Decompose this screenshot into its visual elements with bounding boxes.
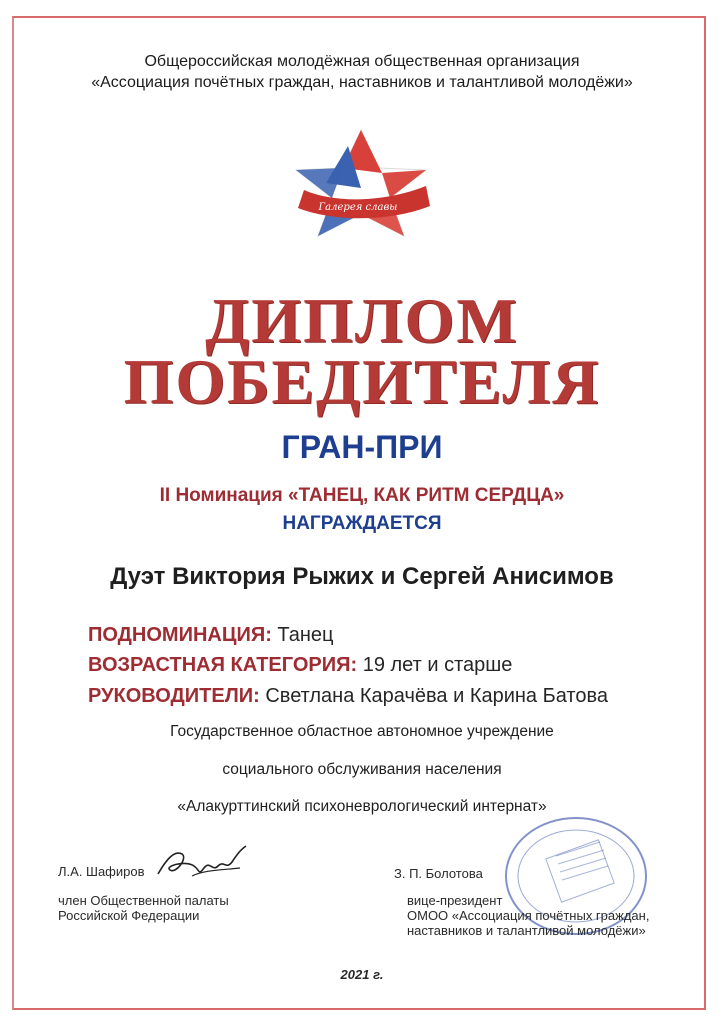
diploma-title-line-2: ПОБЕДИТЕЛЯ <box>123 346 601 417</box>
field-supervisors <box>88 683 608 709</box>
signatory-1-role <box>58 893 278 923</box>
role-line: Российской Федерации <box>58 908 200 923</box>
field-label: ПОДНОМИНАЦИЯ: <box>88 624 272 646</box>
role-line: член Общественной палаты <box>58 893 229 908</box>
signatory-1-name: Л.А. Шафиров <box>58 864 145 879</box>
role-line: вице-президент <box>407 893 503 908</box>
winner-name: Дуэт Виктория Рыжих и Сергей Анисимов <box>110 563 614 590</box>
institution-line-1: Государственное областное автономное учреждение <box>170 723 554 740</box>
field-label: ВОЗРАСТНАЯ КАТЕГОРИЯ: <box>88 654 358 676</box>
role-line: наставников и талантливой молодёжи» <box>407 923 646 938</box>
organization-line-2: «Ассоциация почётных граждан, наставников и талантливой молодёжи» <box>91 74 633 91</box>
field-subnomination <box>88 622 334 648</box>
organization-line-1: Общероссийская молодёжная общественная организация <box>144 53 580 70</box>
field-label: РУКОВОДИТЕЛИ: <box>88 685 260 707</box>
year: 2021 г. <box>340 967 384 982</box>
logo-text: Галерея славы <box>318 202 398 213</box>
field-value: 19 лет и старше <box>362 654 513 676</box>
role-line: ОМОО «Ассоциация почётных граждан, <box>407 908 650 923</box>
field-value: Светлана Карачёва и Карина Батова <box>265 685 608 707</box>
nomination-line: II Номинация «ТАНЕЦ, КАК РИТМ СЕРДЦА» <box>159 485 565 506</box>
grand-prix-heading: ГРАН-ПРИ <box>281 429 443 465</box>
field-age-category <box>88 652 512 678</box>
awarded-heading: НАГРАЖДАЕТСЯ <box>282 513 442 534</box>
gallery-of-glory-logo <box>286 128 436 238</box>
handwritten-signature <box>152 840 252 888</box>
institution-line-3: «Алакурттинский психоневрологический интернат» <box>177 798 547 815</box>
signatory-2-name: З. П. Болотова <box>394 866 483 881</box>
signatory-2-role <box>407 893 687 938</box>
institution-line-2: социального обслуживания населения <box>222 761 502 778</box>
diploma-title-line-1: ДИПЛОМ <box>205 285 519 356</box>
field-value: Танец <box>277 624 334 646</box>
star-icon <box>296 130 426 236</box>
